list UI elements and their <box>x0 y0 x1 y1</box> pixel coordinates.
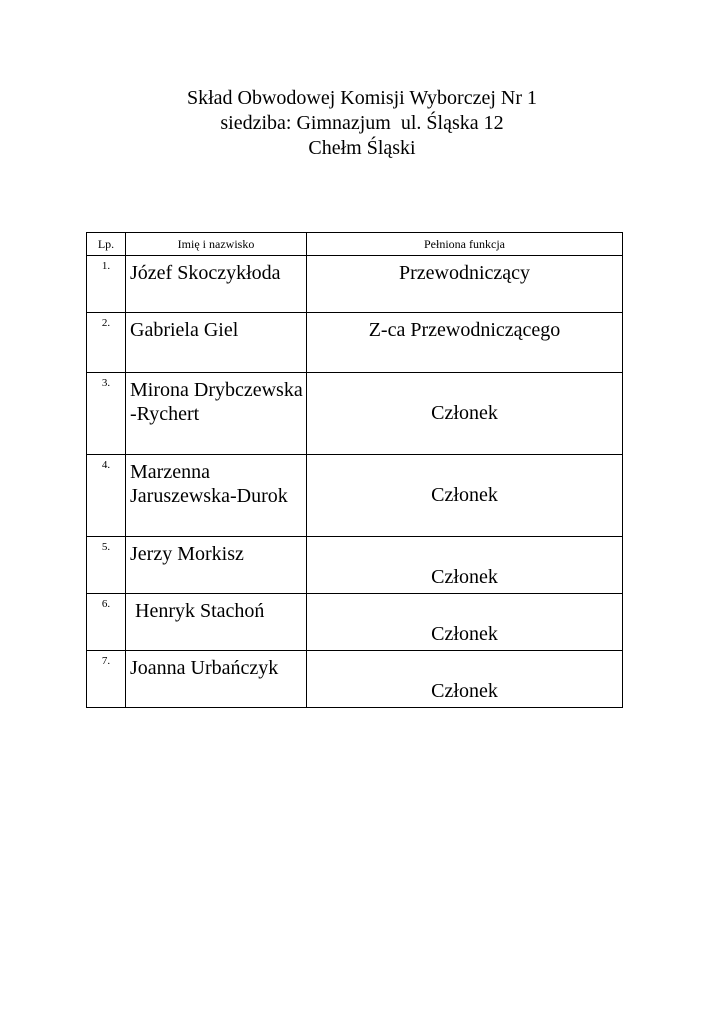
header-town: Chełm Śląski <box>308 137 416 159</box>
table-header-row <box>87 233 623 256</box>
document-header <box>0 86 724 161</box>
member-function: Członek <box>307 651 623 708</box>
column-header-name: Imię i nazwisko <box>126 233 307 256</box>
table-row <box>87 256 623 313</box>
row-number: 7. <box>87 651 126 708</box>
member-name: Joanna Urbańczyk <box>126 651 307 708</box>
member-function: Członek <box>307 594 623 651</box>
row-number: 2. <box>87 313 126 373</box>
member-name: Józef Skoczykłoda <box>126 256 307 313</box>
member-name: Mirona Drybczewska -Rychert <box>126 373 307 455</box>
row-number: 3. <box>87 373 126 455</box>
member-function: Członek <box>307 537 623 594</box>
column-header-function: Pełniona funkcja <box>307 233 623 256</box>
member-name: Marzenna Jaruszewska-Durok <box>126 455 307 537</box>
table-row <box>87 373 623 455</box>
member-function: Członek <box>307 455 623 537</box>
member-name: Henryk Stachoń <box>126 594 307 651</box>
member-name: Gabriela Giel <box>126 313 307 373</box>
member-name: Jerzy Morkisz <box>126 537 307 594</box>
row-number: 5. <box>87 537 126 594</box>
committee-table <box>86 232 623 708</box>
header-seat: siedziba: Gimnazjum ul. Śląska 12 <box>220 112 504 134</box>
table-row <box>87 455 623 537</box>
header-title: Skład Obwodowej Komisji Wyborczej Nr 1 <box>186 87 538 109</box>
table-row <box>87 594 623 651</box>
column-header-lp: Lp. <box>87 233 126 256</box>
table-row <box>87 313 623 373</box>
member-function: Członek <box>307 373 623 455</box>
table-row <box>87 651 623 708</box>
member-function: Przewodniczący <box>307 256 623 313</box>
member-function: Z-ca Przewodniczącego <box>307 313 623 373</box>
row-number: 1. <box>87 256 126 313</box>
row-number: 4. <box>87 455 126 537</box>
table-row <box>87 537 623 594</box>
row-number: 6. <box>87 594 126 651</box>
